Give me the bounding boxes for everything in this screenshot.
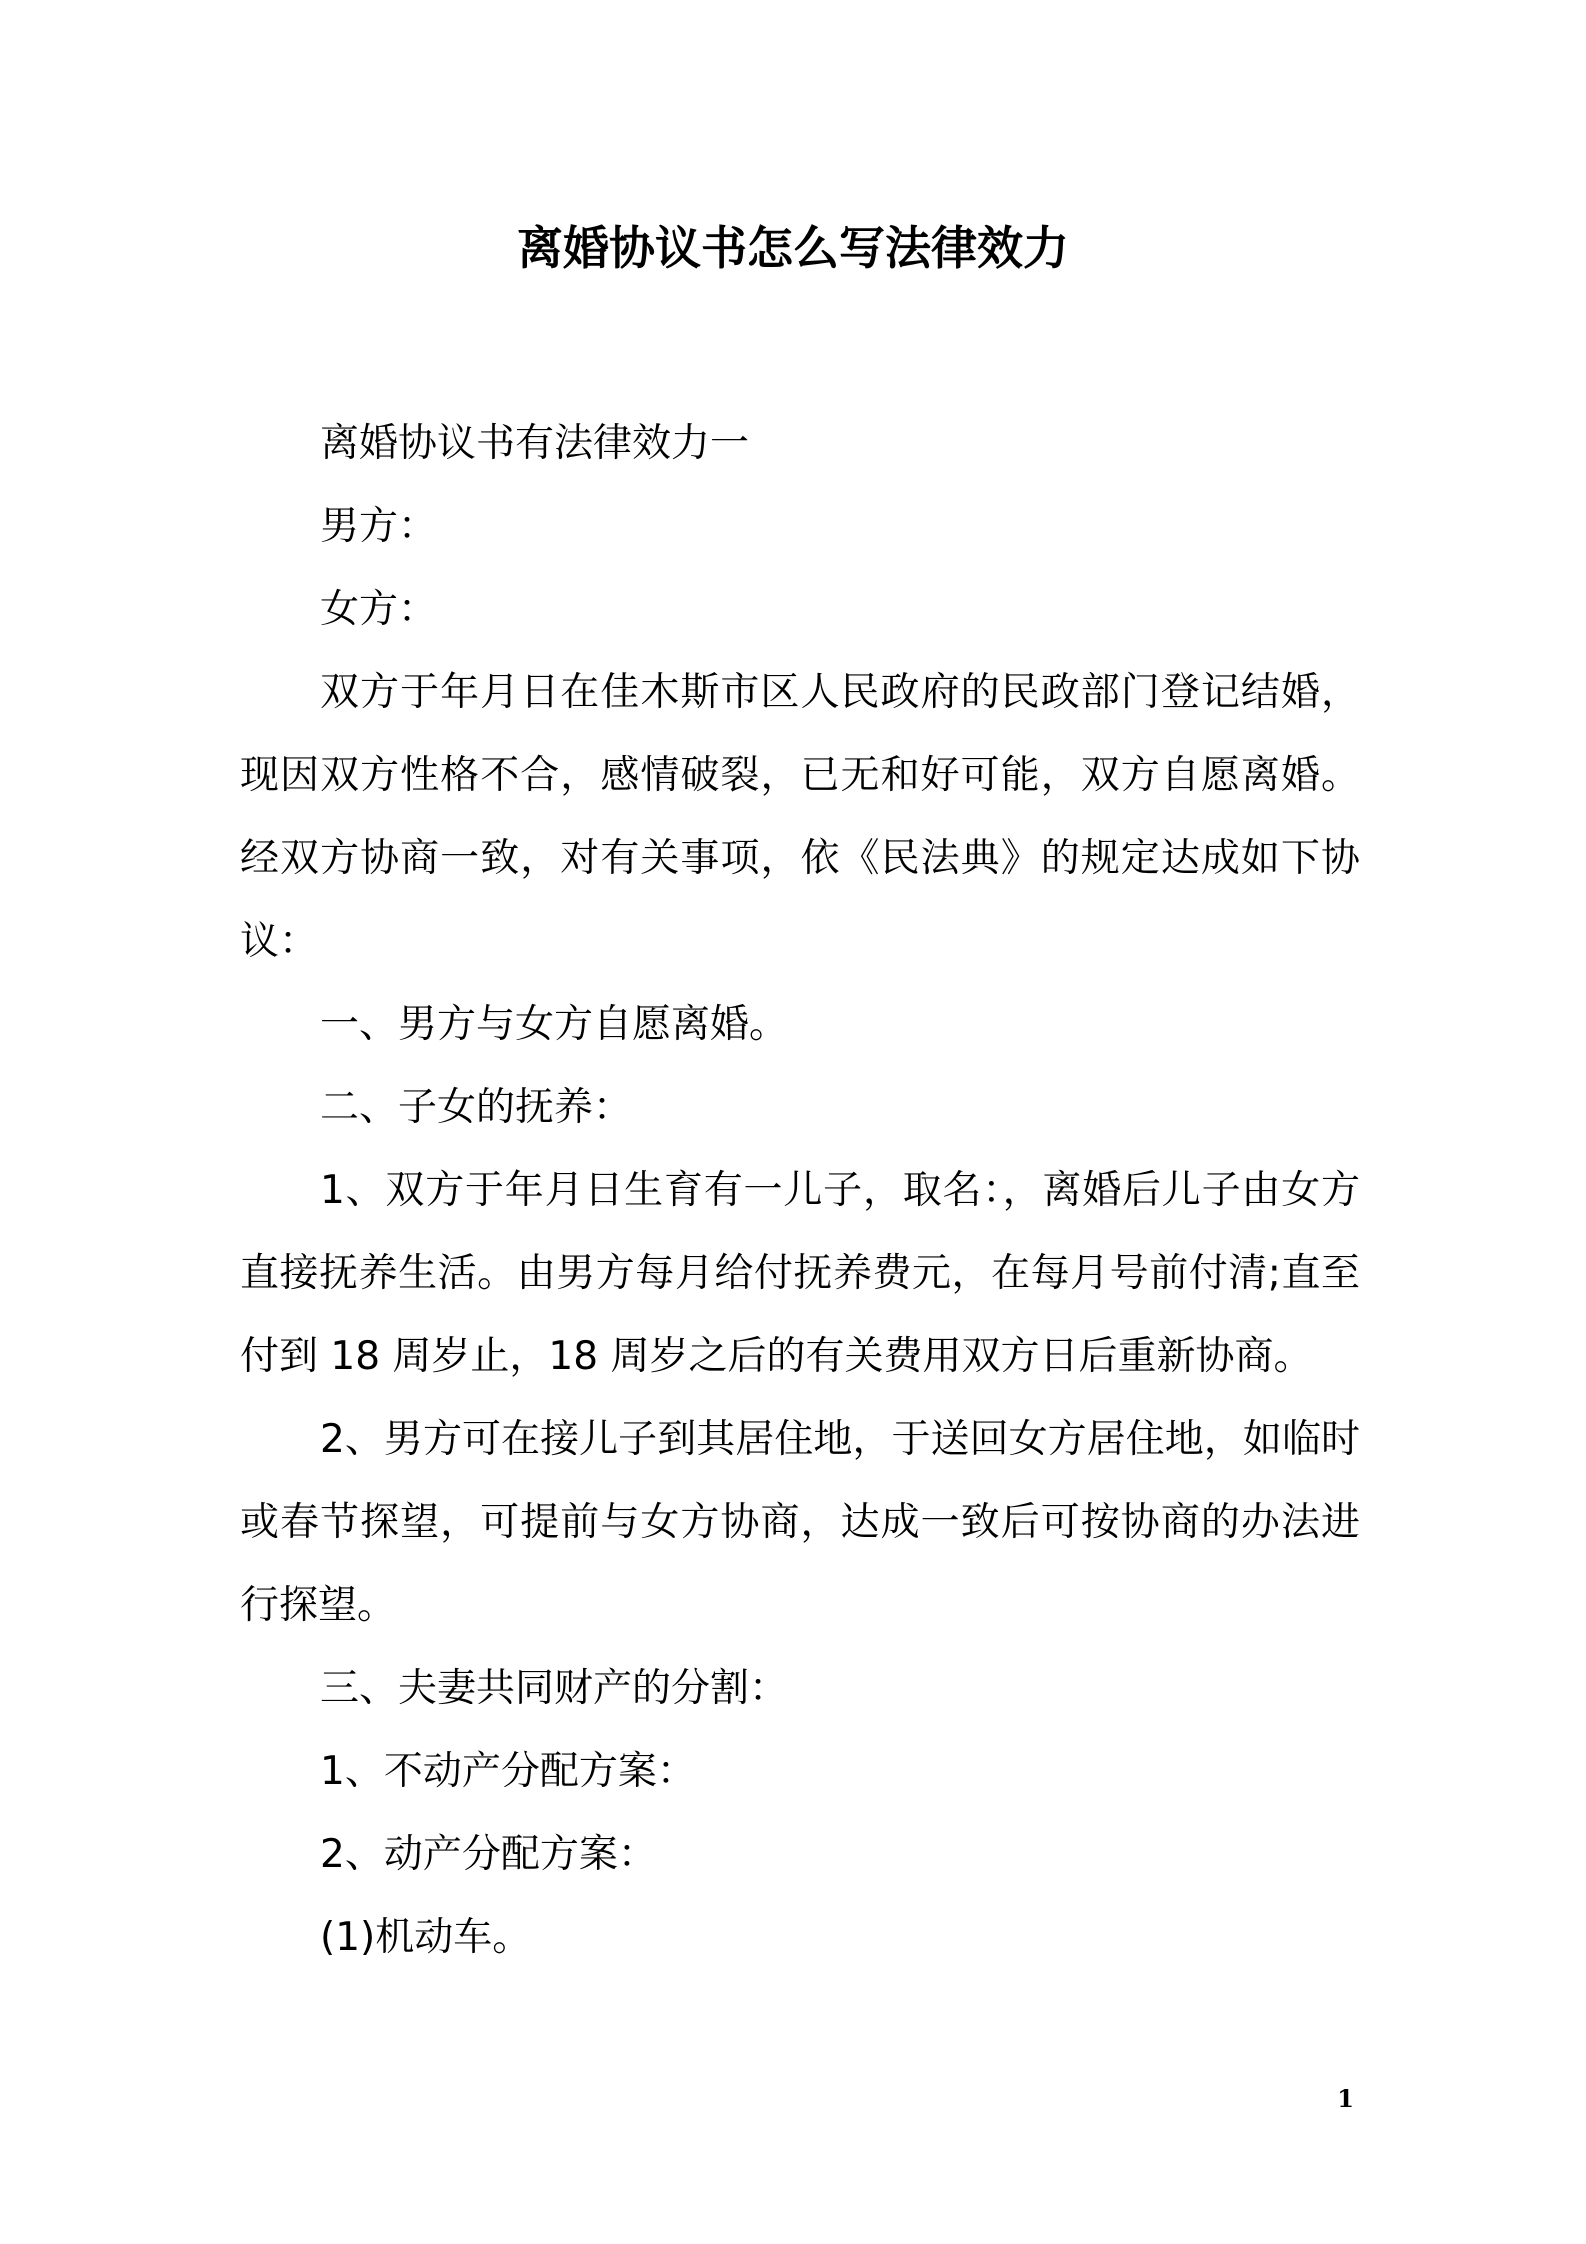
document-body [240,402,1360,1979]
page-number: 1 [1337,2084,1354,2113]
paragraph-female-party: 女方： [320,587,438,632]
paragraph-section-2-heading: 二、子女的抚养： [320,1085,633,1130]
paragraph-section-3-item-1: 1、不动产分配方案： [320,1749,696,1794]
paragraph-section-1: 一、男方与女方自愿离婚。 [320,1002,789,1047]
paragraph-section-3-item-2: 2、动产分配方案： [320,1832,657,1877]
paragraph-section-2-item-2: 2、男方可在接儿子到其居住地，于送回女方居住地，如临时或春节探望，可提前与女方协商，达成一致后可按协商的办法进行探望。 [240,1417,1360,1628]
paragraph-section-3-heading: 三、夫妻共同财产的分割： [320,1666,789,1711]
paragraph-subtitle: 离婚协议书有法律效力一 [320,421,750,466]
paragraph-preamble: 双方于年月日在佳木斯市区人民政府的民政部门登记结婚，现因双方性格不合，感情破裂，已无和好可能，双方自愿离婚。经双方协商一致，对有关事项，依《民法典》的规定达成如下协议： [240,670,1360,964]
paragraph-male-party: 男方： [320,504,438,549]
paragraph-section-2-item-1: 1、双方于年月日生育有一儿子，取名：，离婚后儿子由女方直接抚养生活。由男方每月给付抚养费元，在每月号前付清;直至付到 18 周岁止，18 周岁之后的有关费用双方日后重新协商。 [240,1168,1360,1379]
paragraph-section-3-subitem-1: (1)机动车。 [320,1915,532,1960]
document-title: 离婚协议书怎么写法律效力 [517,221,1069,275]
